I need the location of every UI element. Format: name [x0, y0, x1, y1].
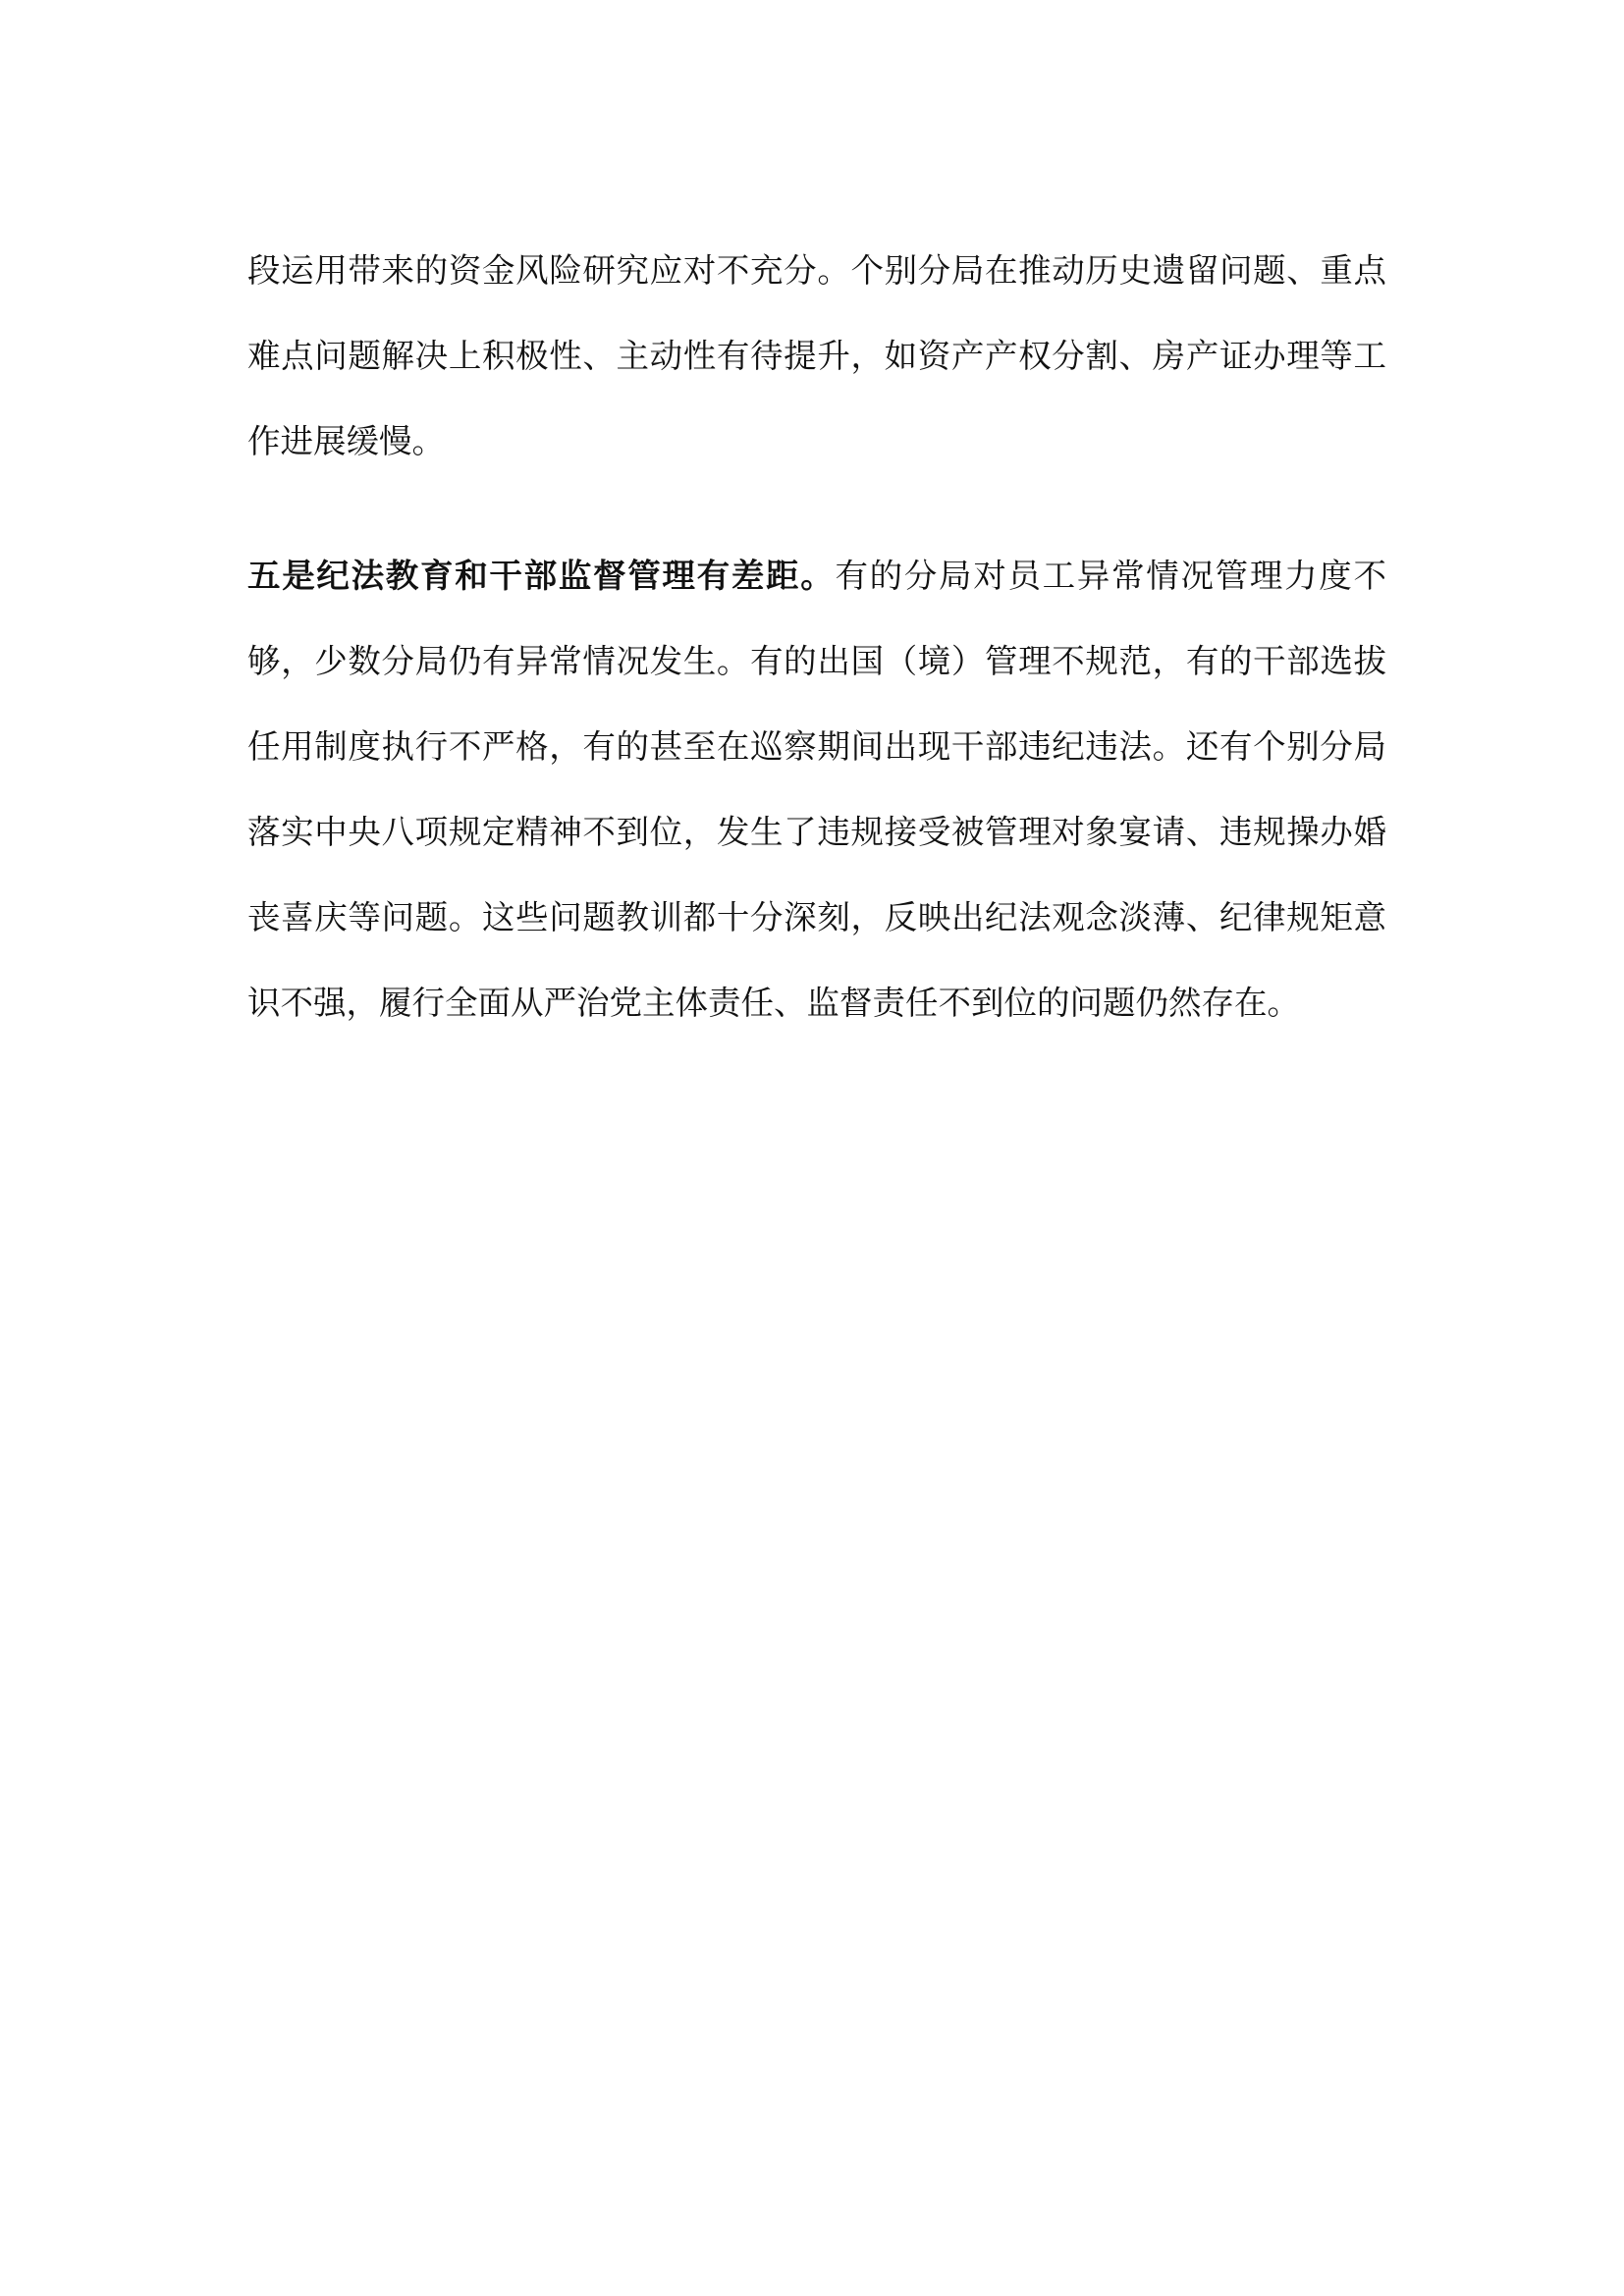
- paragraph-1-text: 段运用带来的资金风险研究应对不充分。个别分局在推动历史遗留问题、重点难点问题解决上积极性、主动性有待提升，如资产产权分割、房产证办理等工作进展缓慢。: [247, 251, 1386, 460]
- document-body: [247, 228, 1386, 1045]
- paragraph-2-text: 有的分局对员工异常情况管理力度不够，少数分局仍有异常情况发生。有的出国（境）管理不规范，有的干部选拔任用制度执行不严格，有的甚至在巡察期间出现干部违纪违法。还有个别分局落实中央八项规定精神不到位，发生了违规接受被管理对象宴请、违规操办婚丧喜庆等问题。这些问题教训都十分深刻，反映出纪法观念淡薄、纪律规矩意识不强，履行全面从严治党主体责任、监督责任不到位的问题仍然存在。: [247, 557, 1386, 1022]
- paragraph-1: [247, 228, 1386, 484]
- paragraph-2: [247, 533, 1386, 1045]
- paragraph-2-heading: 五是纪法教育和干部监督管理有差距。: [247, 557, 836, 595]
